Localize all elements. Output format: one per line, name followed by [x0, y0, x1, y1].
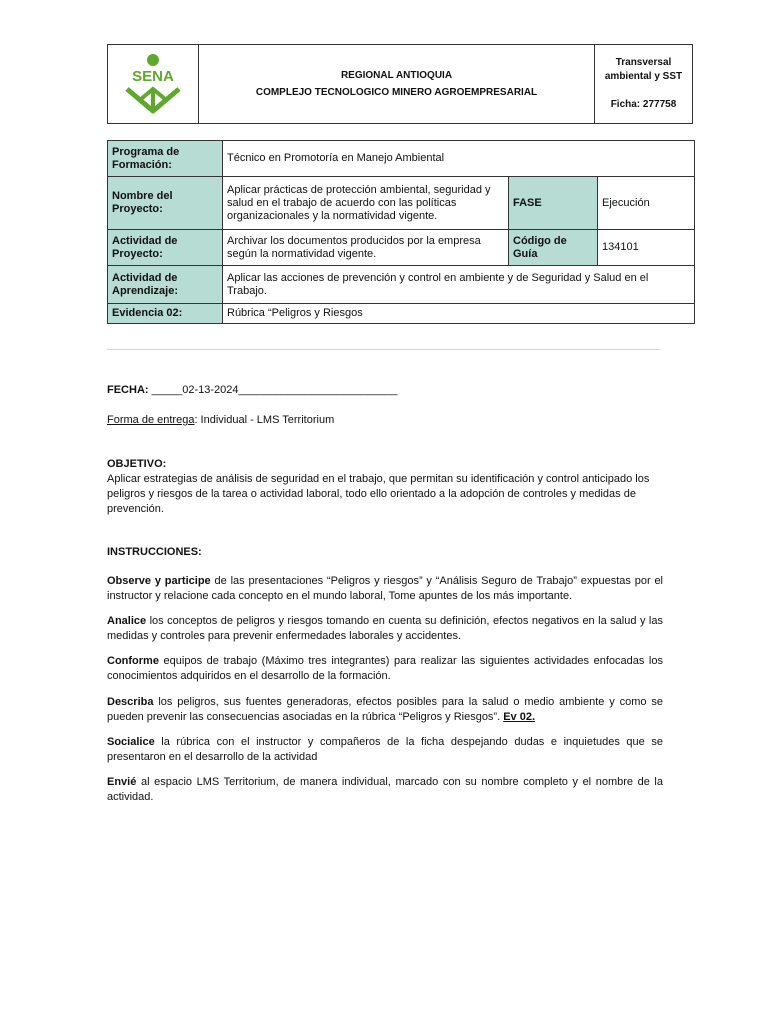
fase-value: Ejecución	[598, 177, 695, 230]
instruction-verb: Analice	[107, 615, 147, 627]
ficha-number: Ficha: 277758	[610, 99, 677, 110]
list-item	[107, 654, 663, 684]
header-program	[595, 45, 692, 123]
instruction-text: equipos de trabajo (Máximo tres integrantes) para realizar las siguientes actividades enfocadas los conocimientos adquiridos en el desarrollo de la formación.	[107, 655, 663, 682]
instruction-verb: Describa	[107, 696, 154, 708]
proyecto-label: Nombre del Proyecto:	[108, 177, 223, 230]
transversal-line2: ambiental y SST	[604, 71, 683, 82]
header-institution	[199, 45, 595, 123]
proyecto-value: Aplicar prácticas de protección ambiental, seguridad y salud en el trabajo de acuerdo con las políticas organizacionales y la normatividad vigente.	[223, 177, 509, 230]
section-divider	[107, 349, 660, 350]
programa-value: Técnico en Promotoría en Manejo Ambiental	[223, 141, 695, 177]
list-item	[107, 574, 663, 604]
instruction-verb: Conforme	[107, 655, 159, 667]
aprendizaje-value: Aplicar las acciones de prevención y control en ambiente y de Seguridad y Salud en el Trabajo.	[223, 266, 695, 304]
table-row	[108, 141, 695, 177]
table-row	[108, 266, 695, 304]
sena-logo	[108, 45, 199, 123]
fase-label: FASE	[509, 177, 598, 230]
entrega-label: Forma de entrega	[107, 414, 195, 426]
instrucciones-title: INSTRUCCIONES:	[107, 546, 202, 558]
fecha-value: _____02-13-2024__________________________	[151, 384, 398, 396]
instruction-text: los peligros, sus fuentes generadoras, efectos posibles para la salud o medio ambiente y como se pueden prevenir las consecuencias asociadas en la rúbrica “Peligros y Riesgos”.	[107, 696, 663, 723]
list-item	[107, 735, 663, 765]
objetivo-text: Aplicar estrategias de análisis de seguridad en el trabajo, que permitan su identificación y control anticipado los peligros y riesgos de la tarea o actividad laboral, todo ello orientado a la adopción de controles y medidas de prevención.	[107, 473, 650, 515]
instruction-verb: Socialice	[107, 736, 155, 748]
sena-logo-icon	[117, 53, 189, 115]
evidencia-value: Rúbrica “Peligros y Riesgos	[223, 304, 695, 324]
entrega-value: : Individual - LMS Territorium	[194, 414, 335, 426]
svg-text:SENA: SENA	[132, 68, 174, 85]
instruction-text: al espacio LMS Territorium, de manera individual, marcado con su nombre completo y el nombre de la actividad.	[107, 776, 663, 803]
objetivo-section	[107, 457, 663, 517]
evidence-reference: Ev 02.	[503, 711, 536, 723]
table-row	[108, 177, 695, 230]
codigo-value: 134101	[598, 230, 695, 266]
list-item	[107, 695, 663, 725]
document-header	[107, 44, 693, 124]
entrega-line	[107, 413, 663, 428]
regional-title: REGIONAL ANTIOQUIA	[340, 70, 453, 81]
list-item	[107, 775, 663, 805]
instruction-verb: Envié	[107, 776, 137, 788]
aprendizaje-label: Actividad de Aprendizaje:	[108, 266, 223, 304]
list-item	[107, 614, 663, 644]
instruction-verb: Observe y participe	[107, 575, 211, 587]
codigo-label: Código de Guía	[509, 230, 598, 266]
fecha-line	[107, 383, 663, 398]
instruction-text: de las presentaciones “Peligros y riesgos” y “Análisis Seguro de Trabajo” expuestas por el instructor y relacione cada concepto en el mundo laboral, Tome apuntes de los más importante.	[107, 575, 663, 602]
actividad-value: Archivar los documentos producidos por la empresa según la normatividad vigente.	[223, 230, 509, 266]
evidencia-label: Evidencia 02:	[108, 304, 223, 324]
fecha-label: FECHA:	[107, 384, 149, 396]
table-row	[108, 230, 695, 266]
instruction-text: la rúbrica con el instructor y compañeros de la ficha despejando dudas e inquietudes que se presentaron en el desarrollo de la actividad	[107, 736, 663, 763]
complejo-title: COMPLEJO TECNOLOGICO MINERO AGROEMPRESARIAL	[255, 87, 538, 98]
info-table	[107, 140, 695, 324]
table-row	[108, 304, 695, 324]
transversal-line1: Transversal	[615, 57, 672, 68]
instruction-text: los conceptos de peligros y riesgos tomando en cuenta su definición, efectos negativos en la salud y las medidas y controles para prevenir enfermedades laborales y accidentes.	[107, 615, 663, 642]
actividad-label: Actividad de Proyecto:	[108, 230, 223, 266]
objetivo-title: OBJETIVO:	[107, 458, 167, 470]
programa-label: Programa de Formación:	[108, 141, 223, 177]
